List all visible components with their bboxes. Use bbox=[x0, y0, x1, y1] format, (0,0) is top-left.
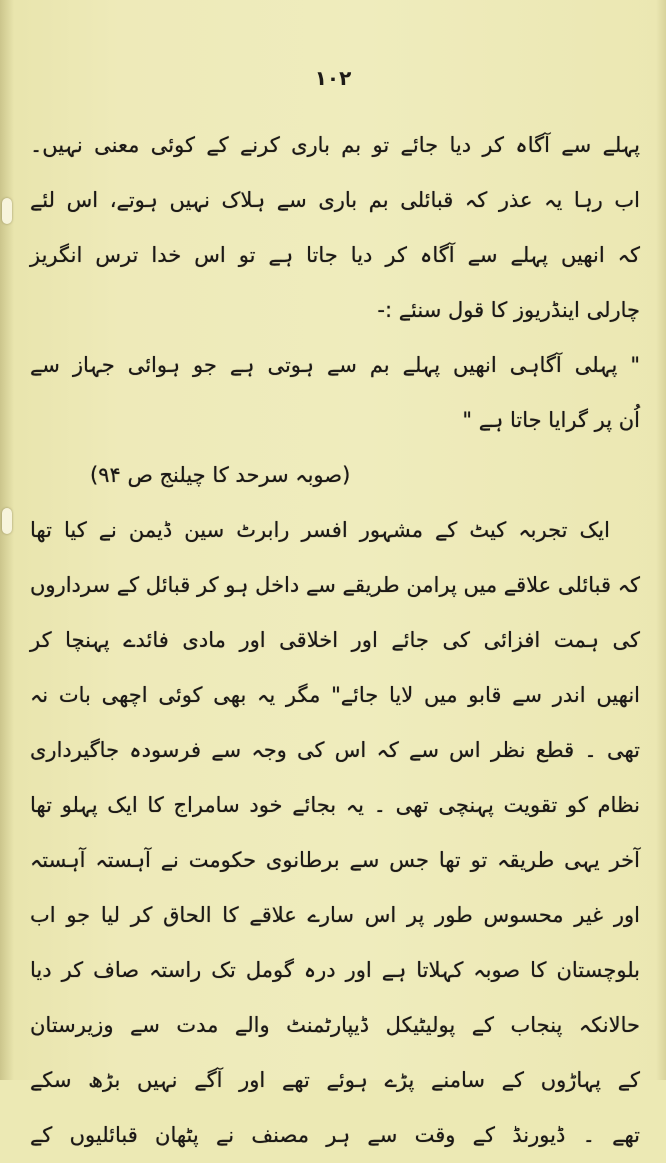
text-line-4: چارلی اینڈریوز کا قول سنئے :- bbox=[377, 298, 640, 322]
text-line-18: کے پہاڑوں کے سامنے پڑے ہوئے تھے اور آگے نہیں بڑھ سکے bbox=[30, 1068, 640, 1092]
binding-hole-top bbox=[2, 198, 12, 224]
text-line-15: اور غیر محسوس طور پر اس سارے علاقے کا الحاق کر لیا جو اب bbox=[30, 903, 640, 927]
text-line-19: تھے ۔ ڈیورنڈ کے وقت سے ہر مصنف نے پٹھان قبائلیوں کے bbox=[30, 1123, 640, 1147]
text-line-8: ایک تجربہ کیٹ کے مشہور افسر رابرٹ سین ڈیمن نے کیا تھا bbox=[30, 518, 610, 542]
quote-line-2: اُن پر گرایا جاتا ہے " bbox=[462, 408, 640, 432]
text-line-12: تھی ۔ قطع نظر اس سے کہ اس کی وجہ سے فرسودہ جاگیرداری bbox=[30, 738, 640, 762]
text-line-16: بلوچستان کا صوبہ کہلاتا ہے اور درہ گومل تک راستہ صاف کر دیا bbox=[30, 958, 640, 982]
text-line-9: کہ قبائلی علاقے میں پرامن طریقے سے داخل ہو کر قبائل کے سرداروں bbox=[30, 573, 640, 597]
citation-heading: (صوبہ سرحد کا چیلنج ص ۹۴) bbox=[90, 463, 351, 487]
text-line-3: کہ انھیں پہلے سے آگاہ کر دیا جاتا ہے تو اس خدا ترس انگریز bbox=[30, 243, 640, 267]
text-line-1: پہلے سے آگاہ کر دیا جائے تو بم باری کرنے کے کوئی معنی نہیں۔ bbox=[30, 133, 640, 157]
text-line-10: کی ہمت افزائی کی جائے اور اخلاقی اور مادی فائدے پہنچا کر bbox=[30, 628, 640, 652]
binding-gutter-shadow bbox=[0, 0, 14, 1080]
text-line-17: حالانکہ پنجاب کے پولیٹیکل ڈیپارٹمنٹ والے مدت سے وزیرستان bbox=[30, 1013, 640, 1037]
text-line-11: انھیں اندر سے قابو میں لایا جائے" مگر یہ بھی کوئی اچھی بات نہ bbox=[30, 683, 640, 707]
text-line-2: اب رہا یہ عذر کہ قبائلی بم باری سے ہلاک نہیں ہوتے، اس لئے bbox=[30, 188, 640, 212]
text-line-14: آخر یہی طریقہ تو تھا جس سے برطانوی حکومت نے آہستہ آہستہ bbox=[30, 848, 640, 872]
text-line-13: نظام کو تقویت پہنچی تھی ۔ یہ بجائے خود سامراج کا ایک پہلو تھا bbox=[30, 793, 640, 817]
quote-line-1: " پہلی آگاہی انھیں پہلے بم سے ہوتی ہے جو ہوائی جہاز سے bbox=[30, 353, 640, 377]
page-number: ۱۰۲ bbox=[314, 66, 352, 90]
binding-hole-middle bbox=[2, 508, 12, 534]
body-text bbox=[30, 118, 640, 1163]
page-edge-shadow bbox=[656, 0, 666, 1080]
